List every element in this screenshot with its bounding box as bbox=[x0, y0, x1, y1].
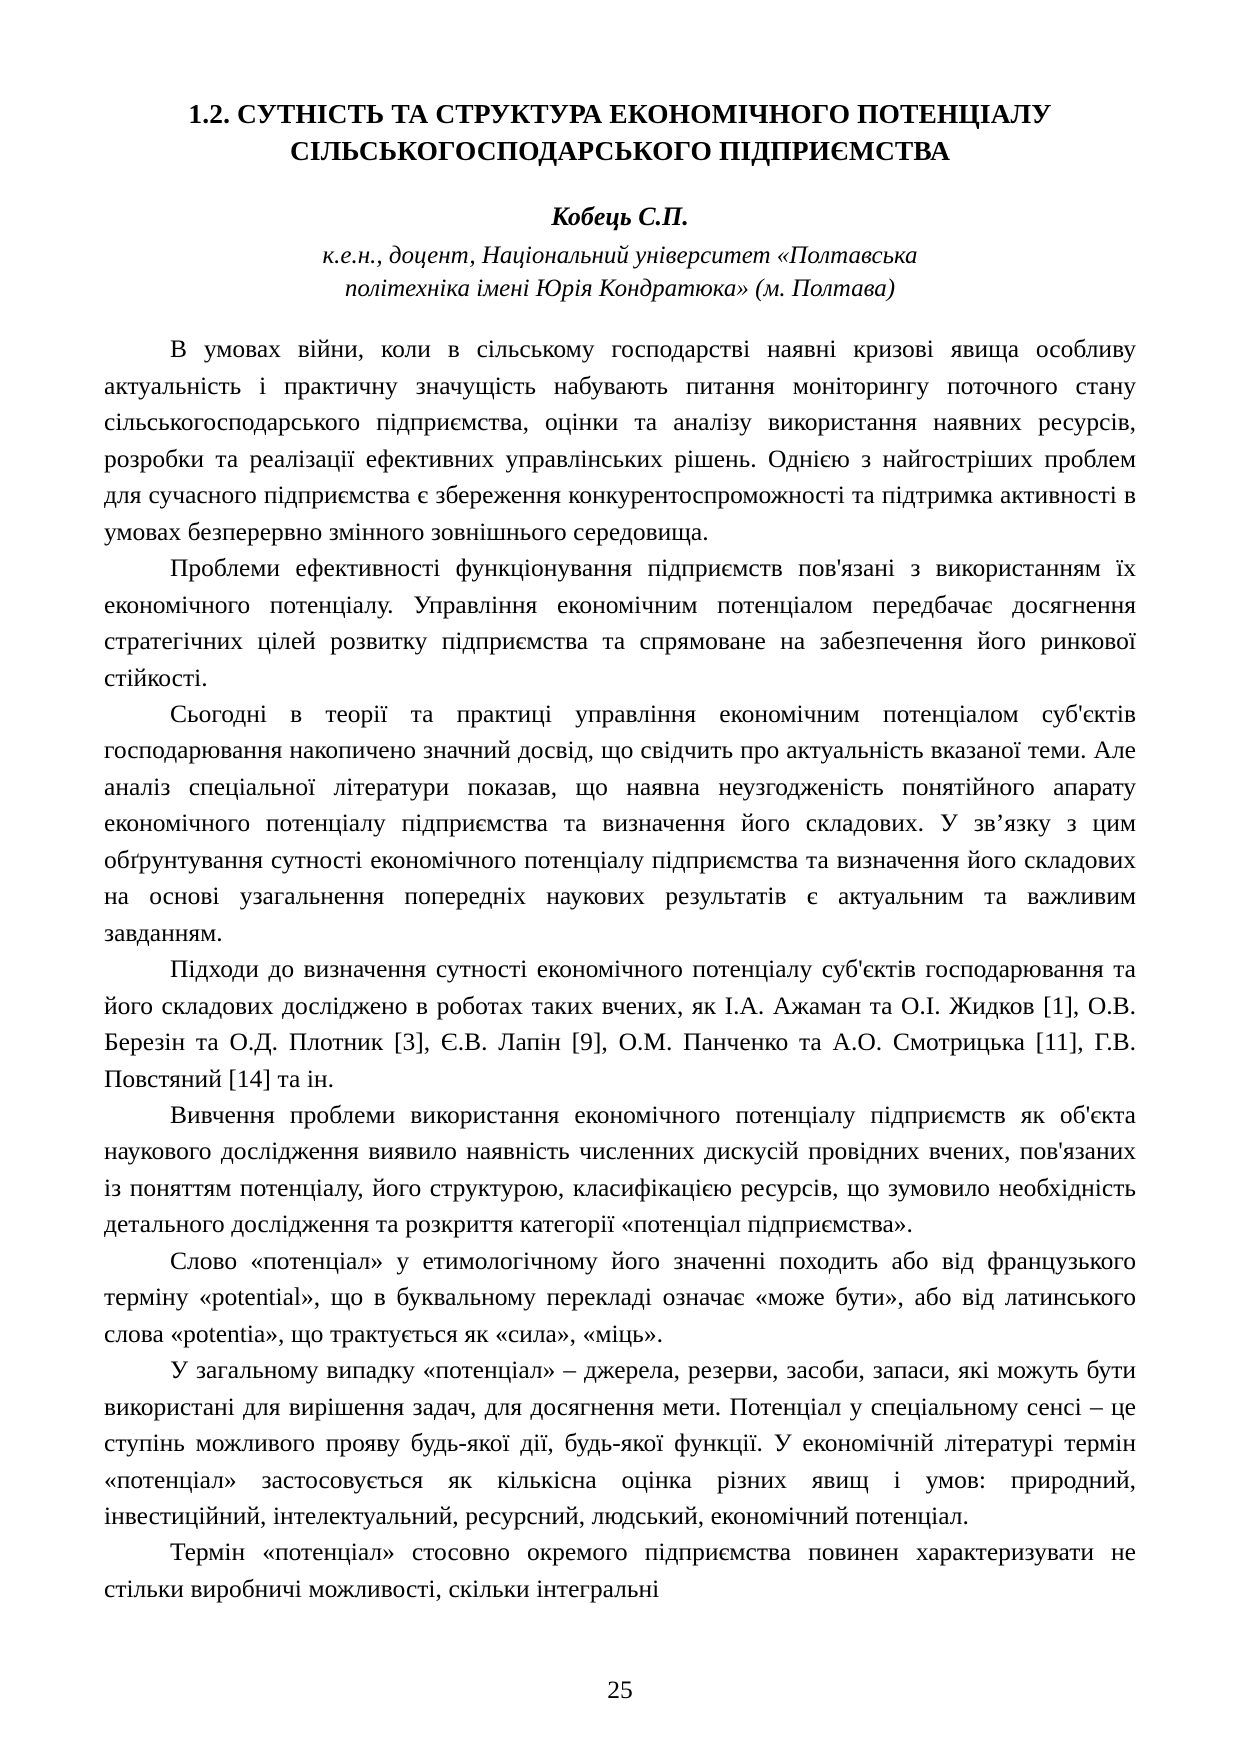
paragraph: В умовах війни, коли в сільському господарстві наявні кризові явища особливу актуальність і практичну значущість набувають питання моніторингу поточного стану сільськогосподарського підприємства, оцінки та аналізу використання наявних ресурсів, розробки та реалізації ефективних управлінських рішень. Однією з найгостріших проблем для сучасного підприємства є збереження конкурентоспроможності та підтримка активності в умовах безперервно змінного зовнішнього середовища. bbox=[104, 334, 1136, 546]
author-affiliation bbox=[104, 239, 1136, 305]
page-title-line-2: СІЛЬСЬКОГОСПОДАРСЬКОГО ПІДПРИЄМСТВА bbox=[289, 134, 951, 166]
paragraph: Підходи до визначення сутності економічного потенціалу суб'єктів господарювання та його складових досліджено в роботах таких вчених, як І.А. Ажаман та О.І. Жидков [1], О.В. Березін та О.Д. Плотник [3], Є.В. Лапін [9], О.М. Панченко та А.О. Смотрицька [11], Г.В. Повстяний [14] та ін. bbox=[104, 954, 1136, 1093]
paragraph: Сьогодні в теорії та практиці управління економічним потенціалом суб'єктів господарювання накопичено значний досвід, що свідчить про актуальність вказаної теми. Але аналіз спеціальної літератури показав, що наявна неузгодженість понятійного апарату економічного потенціалу підприємства та визначення його складових. У зв’язку з цим обґрунтування сутності економічного потенціалу підприємства та визначення його складових на основі узагальнення попередніх наукових результатів є актуальним та важливим завданням. bbox=[104, 699, 1136, 947]
paragraph: Проблеми ефективності функціонування підприємств пов'язані з використанням їх економічного потенціалу. Управління економічним потенціалом передбачає досягнення стратегічних цілей розвитку підприємства та спрямоване на забезпечення його ринкової стійкості. bbox=[104, 553, 1136, 692]
paragraph: Термін «потенціал» стосовно окремого підприємства повинен характеризувати не стільки виробничі можливості, скільки інтегральні bbox=[104, 1537, 1136, 1603]
paragraph: Слово «потенціал» у етимологічному його значенні походить або від французького терміну «potential», що в буквальному перекладі означає «може бути», або від латинського слова «potentia», що трактується як «сила», «міць». bbox=[104, 1245, 1136, 1348]
affiliation-line-2: політехніка імені Юрія Кондратюка» (м. Полтава) bbox=[344, 275, 896, 303]
paragraph: У загальному випадку «потенціал» – джерела, резерви, засоби, запаси, які можуть бути використані для вирішення задач, для досягнення мети. Потенціал у спеціальному сенсі – це ступінь можливого прояву будь-якої дії, будь-якої функції. У економічній літературі термін «потенціал» застосовується як кількісна оцінка різних явищ і умов: природний, інвестиційний, інтелектуальний, ресурсний, людський, економічний потенціал. bbox=[104, 1355, 1136, 1530]
body-text bbox=[104, 331, 1136, 1607]
paragraph: Вивчення проблеми використання економічного потенціалу підприємств як об'єкта наукового дослідження виявило наявність численних дискусій провідних вчених, пов'язаних із поняттям потенціалу, його структурою, класифікацією ресурсів, що зумовило необхідність детального дослідження та розкриття категорії «потенціал підприємства». bbox=[104, 1100, 1136, 1239]
author-name: Кобець С.П. bbox=[551, 201, 689, 231]
affiliation-line-1: к.е.н., доцент, Національний університет «Полтавська bbox=[322, 242, 918, 270]
page-title-line-1: 1.2. СУТНІСТЬ ТА СТРУКТУРА ЕКОНОМІЧНОГО ПОТЕНЦІАЛУ bbox=[188, 98, 1052, 129]
page-title bbox=[104, 96, 1136, 170]
author-block bbox=[104, 200, 1136, 306]
page-number: 25 bbox=[607, 1674, 633, 1704]
